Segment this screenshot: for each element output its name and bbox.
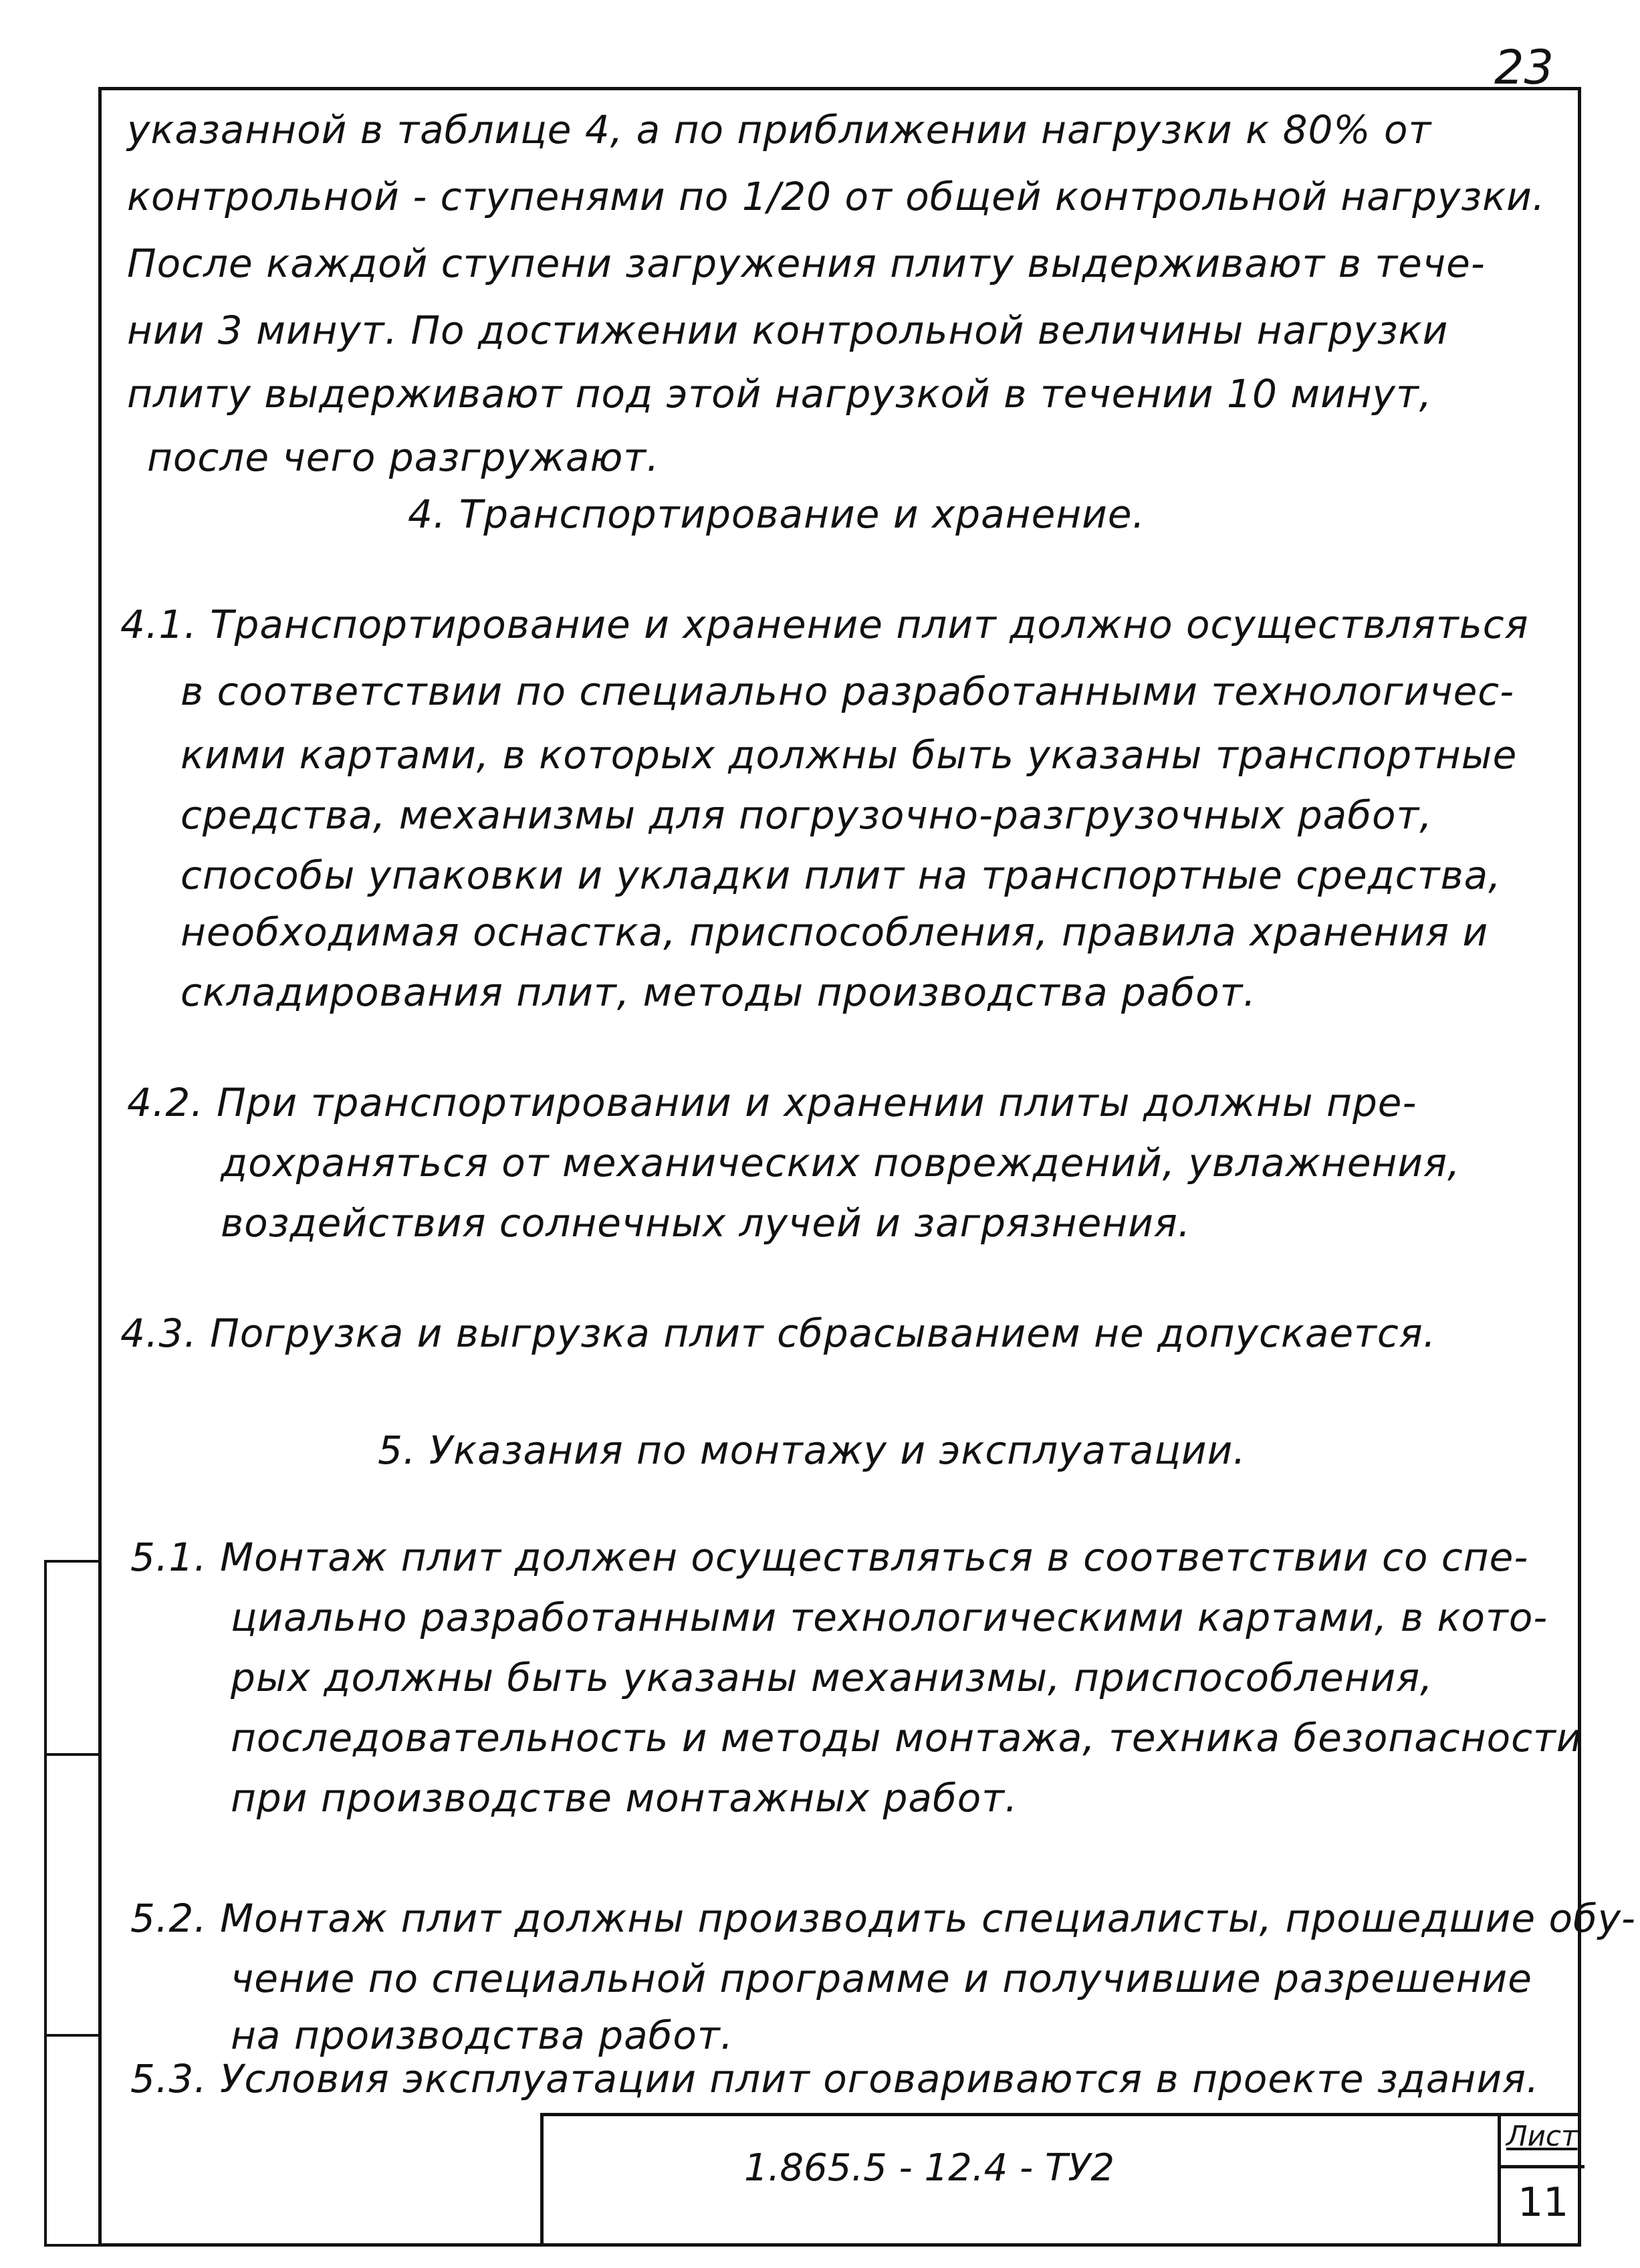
text-line: указанной в таблице 4, а по приближении нагрузки к 80% от — [127, 107, 1432, 152]
text-line: 4.2. При транспортировании и хранении плиты должны пре- — [127, 1080, 1417, 1125]
section-5-heading: 5. Указания по монтажу и эксплуатации. — [378, 1428, 1246, 1473]
text-line: в соответствии по специально разработанными технологичес- — [181, 669, 1515, 714]
sheet-number-box — [1501, 2165, 1585, 2243]
sheet-number: 11 — [1518, 2179, 1569, 2226]
page-number: 23 — [1494, 40, 1554, 95]
text-line: способы упаковки и укладки плит на транспортные средства, — [181, 853, 1502, 898]
text-line: 5.3. Условия эксплуатации плит оговариваются в проекте здания. — [130, 2056, 1540, 2102]
text-line: циально разработанными технологическими картами, в кото- — [231, 1595, 1548, 1640]
text-line: плиту выдерживают под этой нагрузкой в течении 10 минут, — [127, 371, 1433, 417]
text-line: на производства работ. — [231, 2013, 734, 2058]
text-line: воздействия солнечных лучей и загрязнения. — [221, 1200, 1191, 1246]
text-line: 5.2. Монтаж плит должны производить специалисты, прошедшие обу- — [130, 1896, 1636, 1941]
text-line: рых должны быть указаны механизмы, приспособления, — [231, 1655, 1433, 1700]
margin-stamp-divider — [47, 2034, 98, 2037]
margin-stamp-divider — [47, 1753, 98, 1756]
text-line: дохраняться от механических повреждений, увлажнения, — [221, 1140, 1461, 1185]
document-code: 1.865.5 - 12.4 - ТУ2 — [744, 2146, 1115, 2190]
text-line: при производстве монтажных работ. — [231, 1775, 1018, 1821]
text-line: После каждой ступени загружения плиту выдерживают в тече- — [127, 241, 1486, 286]
sheet-label: Лист — [1506, 2120, 1578, 2152]
text-line: после чего разгружают. — [147, 435, 660, 480]
text-line: кими картами, в которых должны быть указаны транспортные — [181, 732, 1518, 778]
text-line: складирования плит, методы производства работ. — [181, 970, 1256, 1015]
text-line: чение по специальной программе и получившие разрешение — [231, 1956, 1532, 2001]
title-block — [540, 2113, 1581, 2247]
text-line: контрольной - ступенями по 1/20 от общей контрольной нагрузки. — [127, 174, 1546, 219]
text-line: 4.3. Погрузка и выгрузка плит сбрасыванием не допускается. — [120, 1311, 1437, 1356]
text-line: необходимая оснастка, приспособления, правила хранения и — [181, 909, 1489, 955]
text-line: 4.1. Транспортирование и хранение плит должно осуществляться — [120, 602, 1529, 647]
section-4-heading: 4. Транспортирование и хранение. — [408, 491, 1145, 537]
text-line: нии 3 минут. По достижении контрольной величины нагрузки — [127, 308, 1449, 353]
text-line: последовательность и методы монтажа, техника безопасности — [231, 1715, 1583, 1761]
text-line: средства, механизмы для погрузочно-разгрузочных работ, — [181, 792, 1433, 838]
text-line: 5.1. Монтаж плит должен осуществляться в соответствии со спе- — [130, 1535, 1529, 1580]
margin-stamp-strip — [44, 1560, 98, 2247]
sheet-box — [1498, 2113, 1585, 2247]
